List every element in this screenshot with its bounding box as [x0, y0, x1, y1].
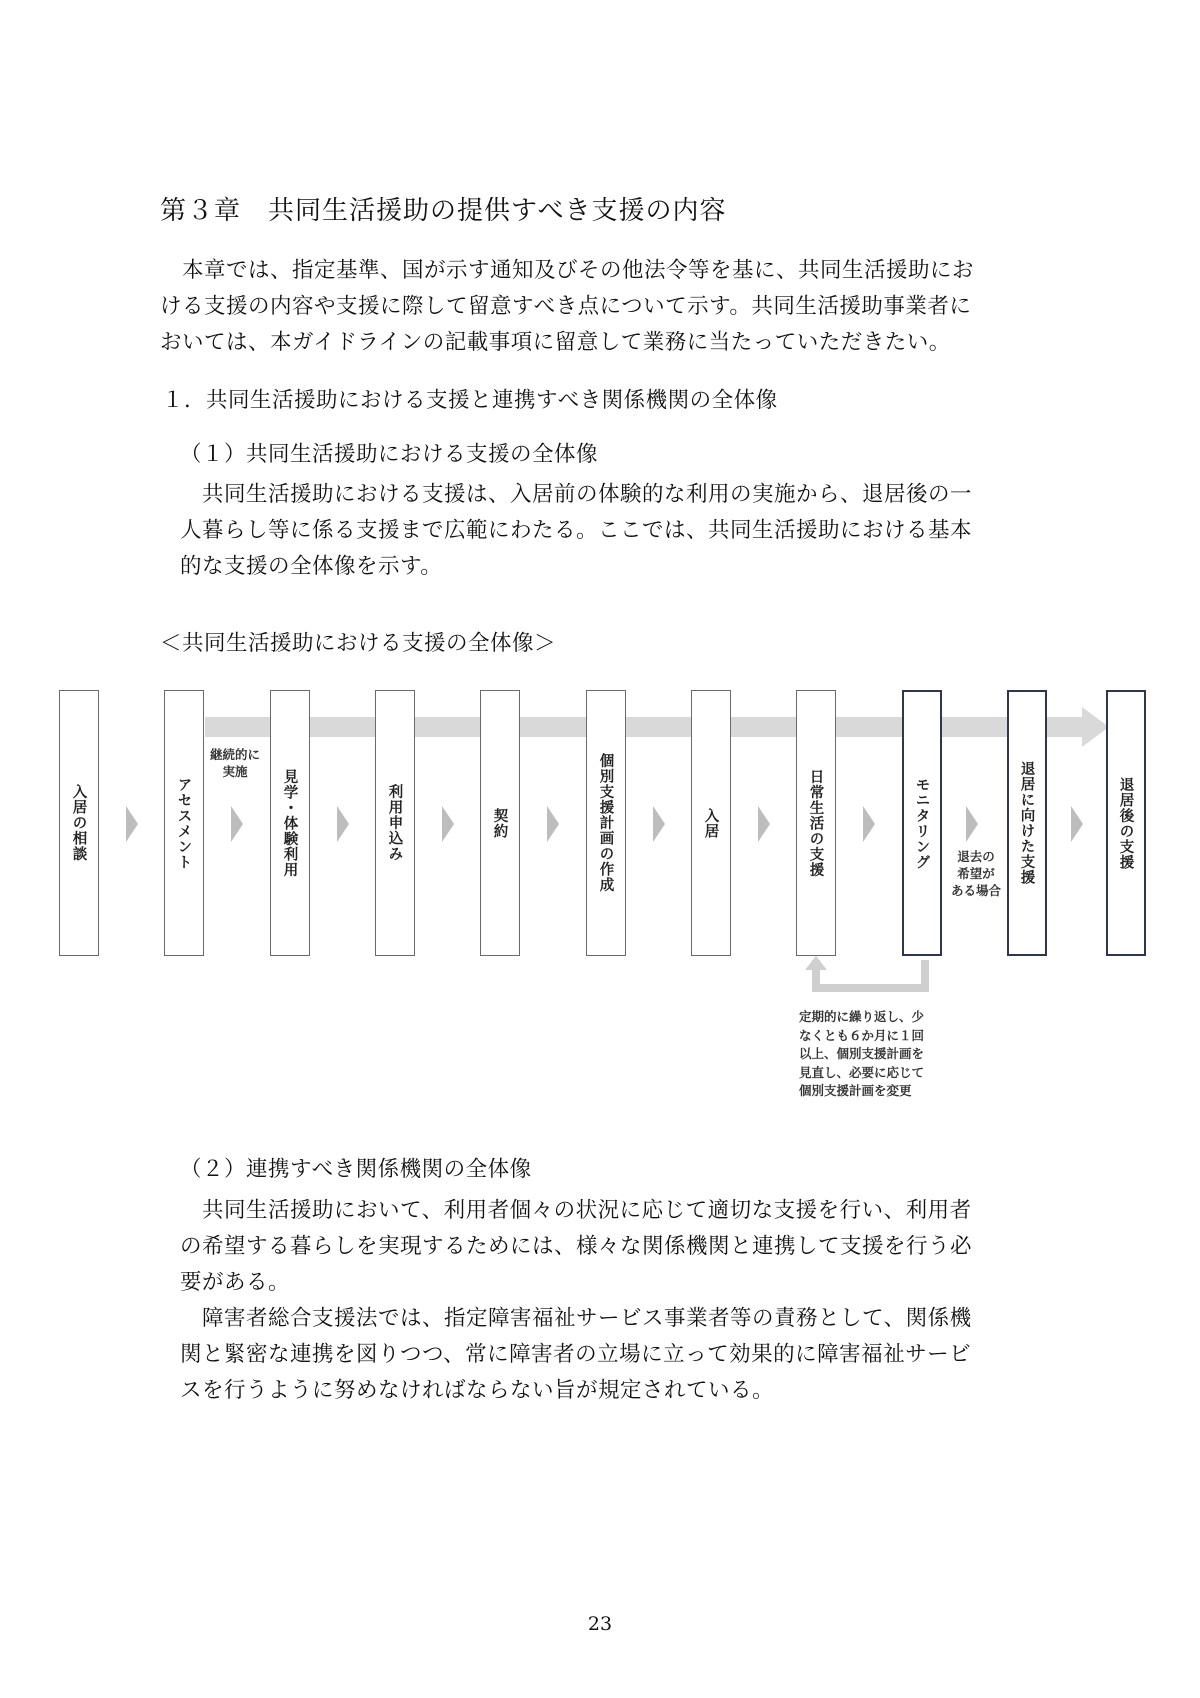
chevron-right-icon	[231, 806, 243, 842]
step-box-trial	[270, 690, 310, 956]
sub1-heading: （１）共同生活援助における支援の全体像	[180, 442, 599, 467]
note-line: 希望が	[957, 866, 995, 881]
intro-line: 本章では、指定基準、国が示す通知及びその他法令等を基に、共同生活援助にお	[182, 258, 975, 283]
note-line: 定期的に繰り返し、少	[799, 1009, 925, 1024]
continuous-arrow-bar	[205, 717, 1090, 737]
sub1-line: 人暮らし等に係る支援まで広範にわたる。ここでは、共同生活援助における基本	[180, 518, 973, 543]
step-box-assessment	[164, 690, 204, 956]
sub2-heading: （２）連携すべき関係機関の全体像	[180, 1157, 532, 1182]
step-box-application	[375, 690, 415, 956]
sub2-line: 障害者総合支援法では、指定障害福祉サービス事業者等の責務として、関係機	[202, 1306, 972, 1331]
step-label: 見学・体験利用	[281, 768, 298, 878]
section1-heading: １．共同生活援助における支援と連携すべき関係機関の全体像	[162, 388, 778, 413]
step-label: モニタリング	[913, 776, 930, 870]
note-line: 継続的に	[209, 747, 260, 762]
step-label: 個別支援計画の作成	[597, 753, 614, 893]
chevron-right-icon	[653, 806, 665, 842]
sub2-line: 要がある。	[180, 1270, 291, 1295]
note-line: なくとも６か月に１回	[799, 1027, 925, 1043]
loop-arrow-line	[816, 960, 925, 988]
intro-line: おいては、本ガイドラインの記載事項に留意して業務に当たっていただきたい。	[160, 330, 951, 355]
step-box-after-move-out	[1106, 690, 1146, 956]
sub2-paragraph	[180, 1193, 972, 1409]
page-number: 23	[587, 1613, 613, 1635]
chevron-right-icon	[337, 806, 349, 842]
step-label: 日常生活の支援	[807, 768, 824, 878]
chevron-right-icon	[442, 806, 454, 842]
chevron-right-icon	[758, 806, 770, 842]
sub2-line: 関と緊密な連携を図りつつ、常に障害者の立場に立って効果的に障害福祉サービ	[180, 1342, 972, 1367]
step-box-move-out-prep	[1007, 690, 1047, 956]
chapter-title: 第３章 共同生活援助の提供すべき支援の内容	[160, 196, 727, 226]
step-box-move-in	[691, 690, 731, 956]
note-line: 退去の	[957, 849, 995, 864]
note-line: 見直し、必要に応じて	[799, 1064, 925, 1080]
chevron-right-icon	[966, 806, 978, 842]
step-label: 退居に向けた支援	[1018, 761, 1035, 885]
step-label: 利用申込み	[386, 784, 403, 862]
sub2-line: の希望する暮らしを実現するためには、様々な関係機関と連携して支援を行う必	[180, 1234, 973, 1259]
step-box-consultation	[59, 690, 99, 956]
sub2-line: 共同生活援助において、利用者個々の状況に応じて適切な支援を行い、利用者	[202, 1198, 972, 1223]
continuous-arrow-head	[1082, 707, 1109, 747]
chevron-right-icon	[126, 806, 138, 842]
continuous-note	[203, 746, 267, 780]
step-label: 契約	[491, 807, 508, 839]
chevron-right-icon	[1071, 806, 1083, 842]
note-line: 実施	[222, 764, 248, 779]
sub2-line: スを行うように努めなければならない旨が規定されている。	[180, 1378, 775, 1403]
step-label: アセスメント	[175, 776, 192, 870]
step-label: 入居の相談	[70, 784, 87, 862]
step-box-daily-support	[796, 690, 836, 956]
note-line: 個別支援計画を変更	[799, 1083, 912, 1098]
step-box-monitoring	[902, 690, 942, 956]
chevron-right-icon	[547, 806, 559, 842]
step-box-contract	[480, 690, 520, 956]
note-line: 以上、個別支援計画を	[799, 1046, 925, 1061]
loop-arrow-head	[805, 956, 827, 970]
loop-note	[799, 1008, 924, 1101]
sub1-line: 的な支援の全体像を示す。	[180, 554, 443, 579]
step-box-support-plan	[586, 690, 626, 956]
intro-line: ける支援の内容や支援に際して留意すべき点について示す。共同生活援助事業者に	[160, 294, 972, 319]
step-label: 入居	[702, 807, 719, 839]
past-wish-note	[944, 848, 1008, 899]
note-line: ある場合	[950, 883, 1001, 898]
chevron-right-icon	[863, 806, 875, 842]
figure-caption: ＜共同生活援助における支援の全体像＞	[160, 631, 557, 656]
sub1-line: 共同生活援助における支援は、入居前の体験的な利用の実施から、退居後の一	[202, 482, 973, 507]
step-label: 退居後の支援	[1117, 776, 1134, 870]
